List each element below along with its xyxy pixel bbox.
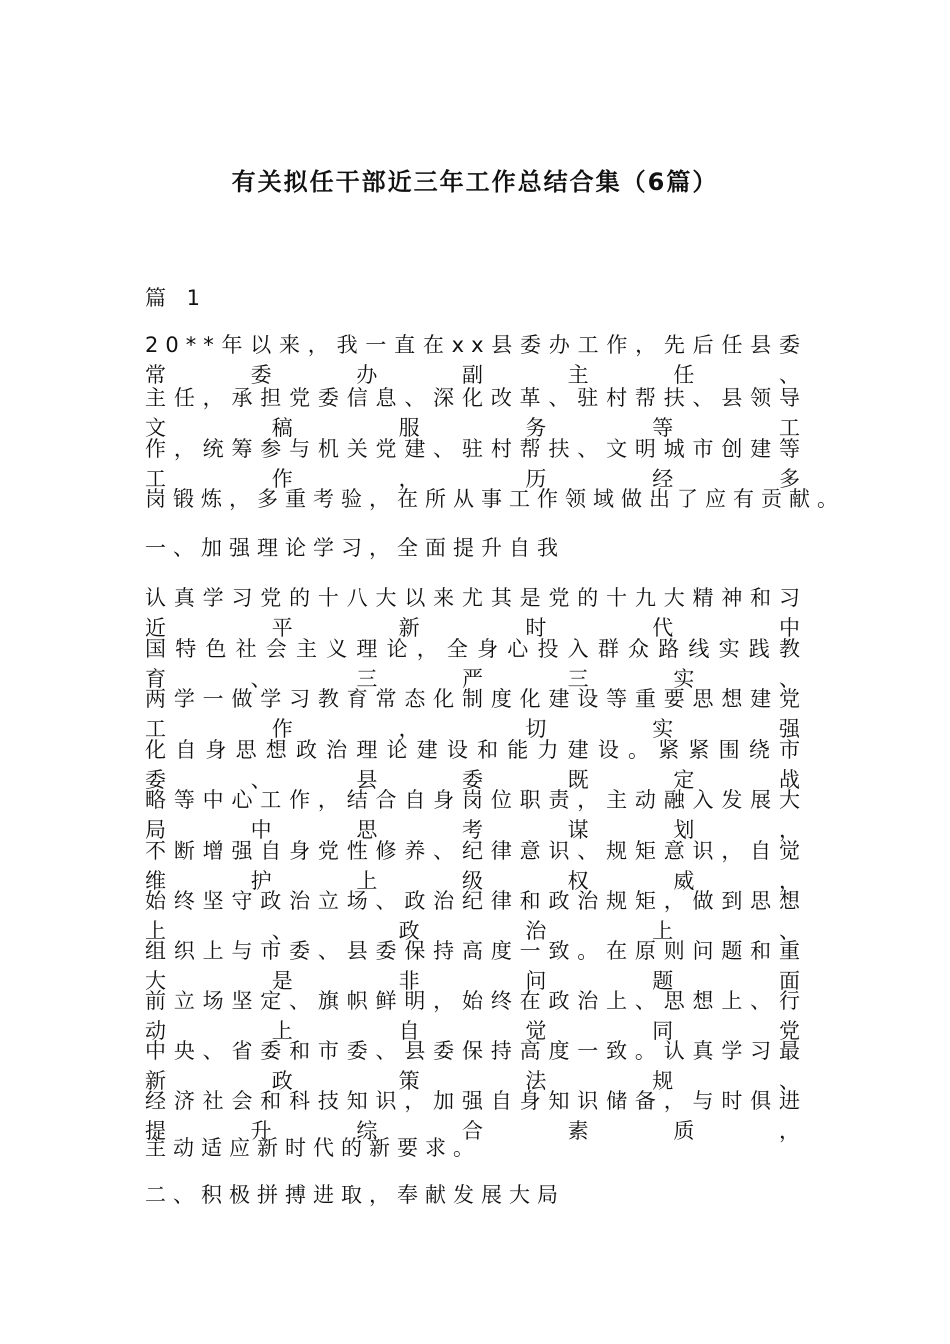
- section-heading: 二、积极拼搏进取，奉献发展大局: [145, 1183, 565, 1207]
- paragraph-line: 20**年以来，我一直在xx县委办工作，先后任县委常委办副主任、: [145, 333, 807, 387]
- paragraph-line: 国特色社会主义理论，全身心投入群众路线实践教育、三严三实、: [145, 637, 807, 691]
- paragraph-line: 主任，承担党委信息、深化改革、驻村帮扶、县领导文稿服务等工: [145, 386, 807, 440]
- paragraph-line: 经济社会和科技知识，加强自身知识储备，与时俱进提升综合素质，: [145, 1089, 807, 1143]
- document-title: 有关拟任干部近三年工作总结合集（6篇）: [231, 168, 719, 196]
- paragraph-line: 认真学习党的十八大以来尤其是党的十九大精神和习近平新时代中: [145, 586, 807, 640]
- paragraph-line: 两学一做学习教育常态化制度化建设等重要思想建党工作，切实强: [145, 687, 807, 741]
- paragraph-line: 作，统筹参与机关党建、驻村帮扶、文明城市创建等工作，历经多: [145, 437, 807, 491]
- paragraph-line: 主动适应新时代的新要求。: [145, 1136, 481, 1160]
- paragraph-line: 岗锻炼，多重考验，在所从事工作领域做出了应有贡献。: [145, 487, 845, 511]
- paragraph-line: 化自身思想政治理论建设和能力建设。紧紧围绕市委、县委既定战: [145, 738, 807, 792]
- paragraph-line: 前立场坚定、旗帜鲜明，始终在政治上、思想上、行动上自觉同党: [145, 989, 807, 1043]
- paragraph-line: 始终坚守政治立场、政治纪律和政治规矩，做到思想上、政治上、: [145, 889, 807, 943]
- paragraph-line: 中央、省委和市委、县委保持高度一致。认真学习最新政策法规、: [145, 1039, 807, 1093]
- paragraph-line: 略等中心工作，结合自身岗位职责，主动融入发展大局中思考谋划，: [145, 788, 807, 842]
- paragraph-line: 不断增强自身党性修养、纪律意识、规矩意识，自觉维护上级权威，: [145, 839, 807, 893]
- section-label: 篇 1: [145, 286, 208, 310]
- section-heading: 一、加强理论学习，全面提升自我: [145, 536, 565, 560]
- paragraph-line: 组织上与市委、县委保持高度一致。在原则问题和重大是非问题面: [145, 939, 807, 993]
